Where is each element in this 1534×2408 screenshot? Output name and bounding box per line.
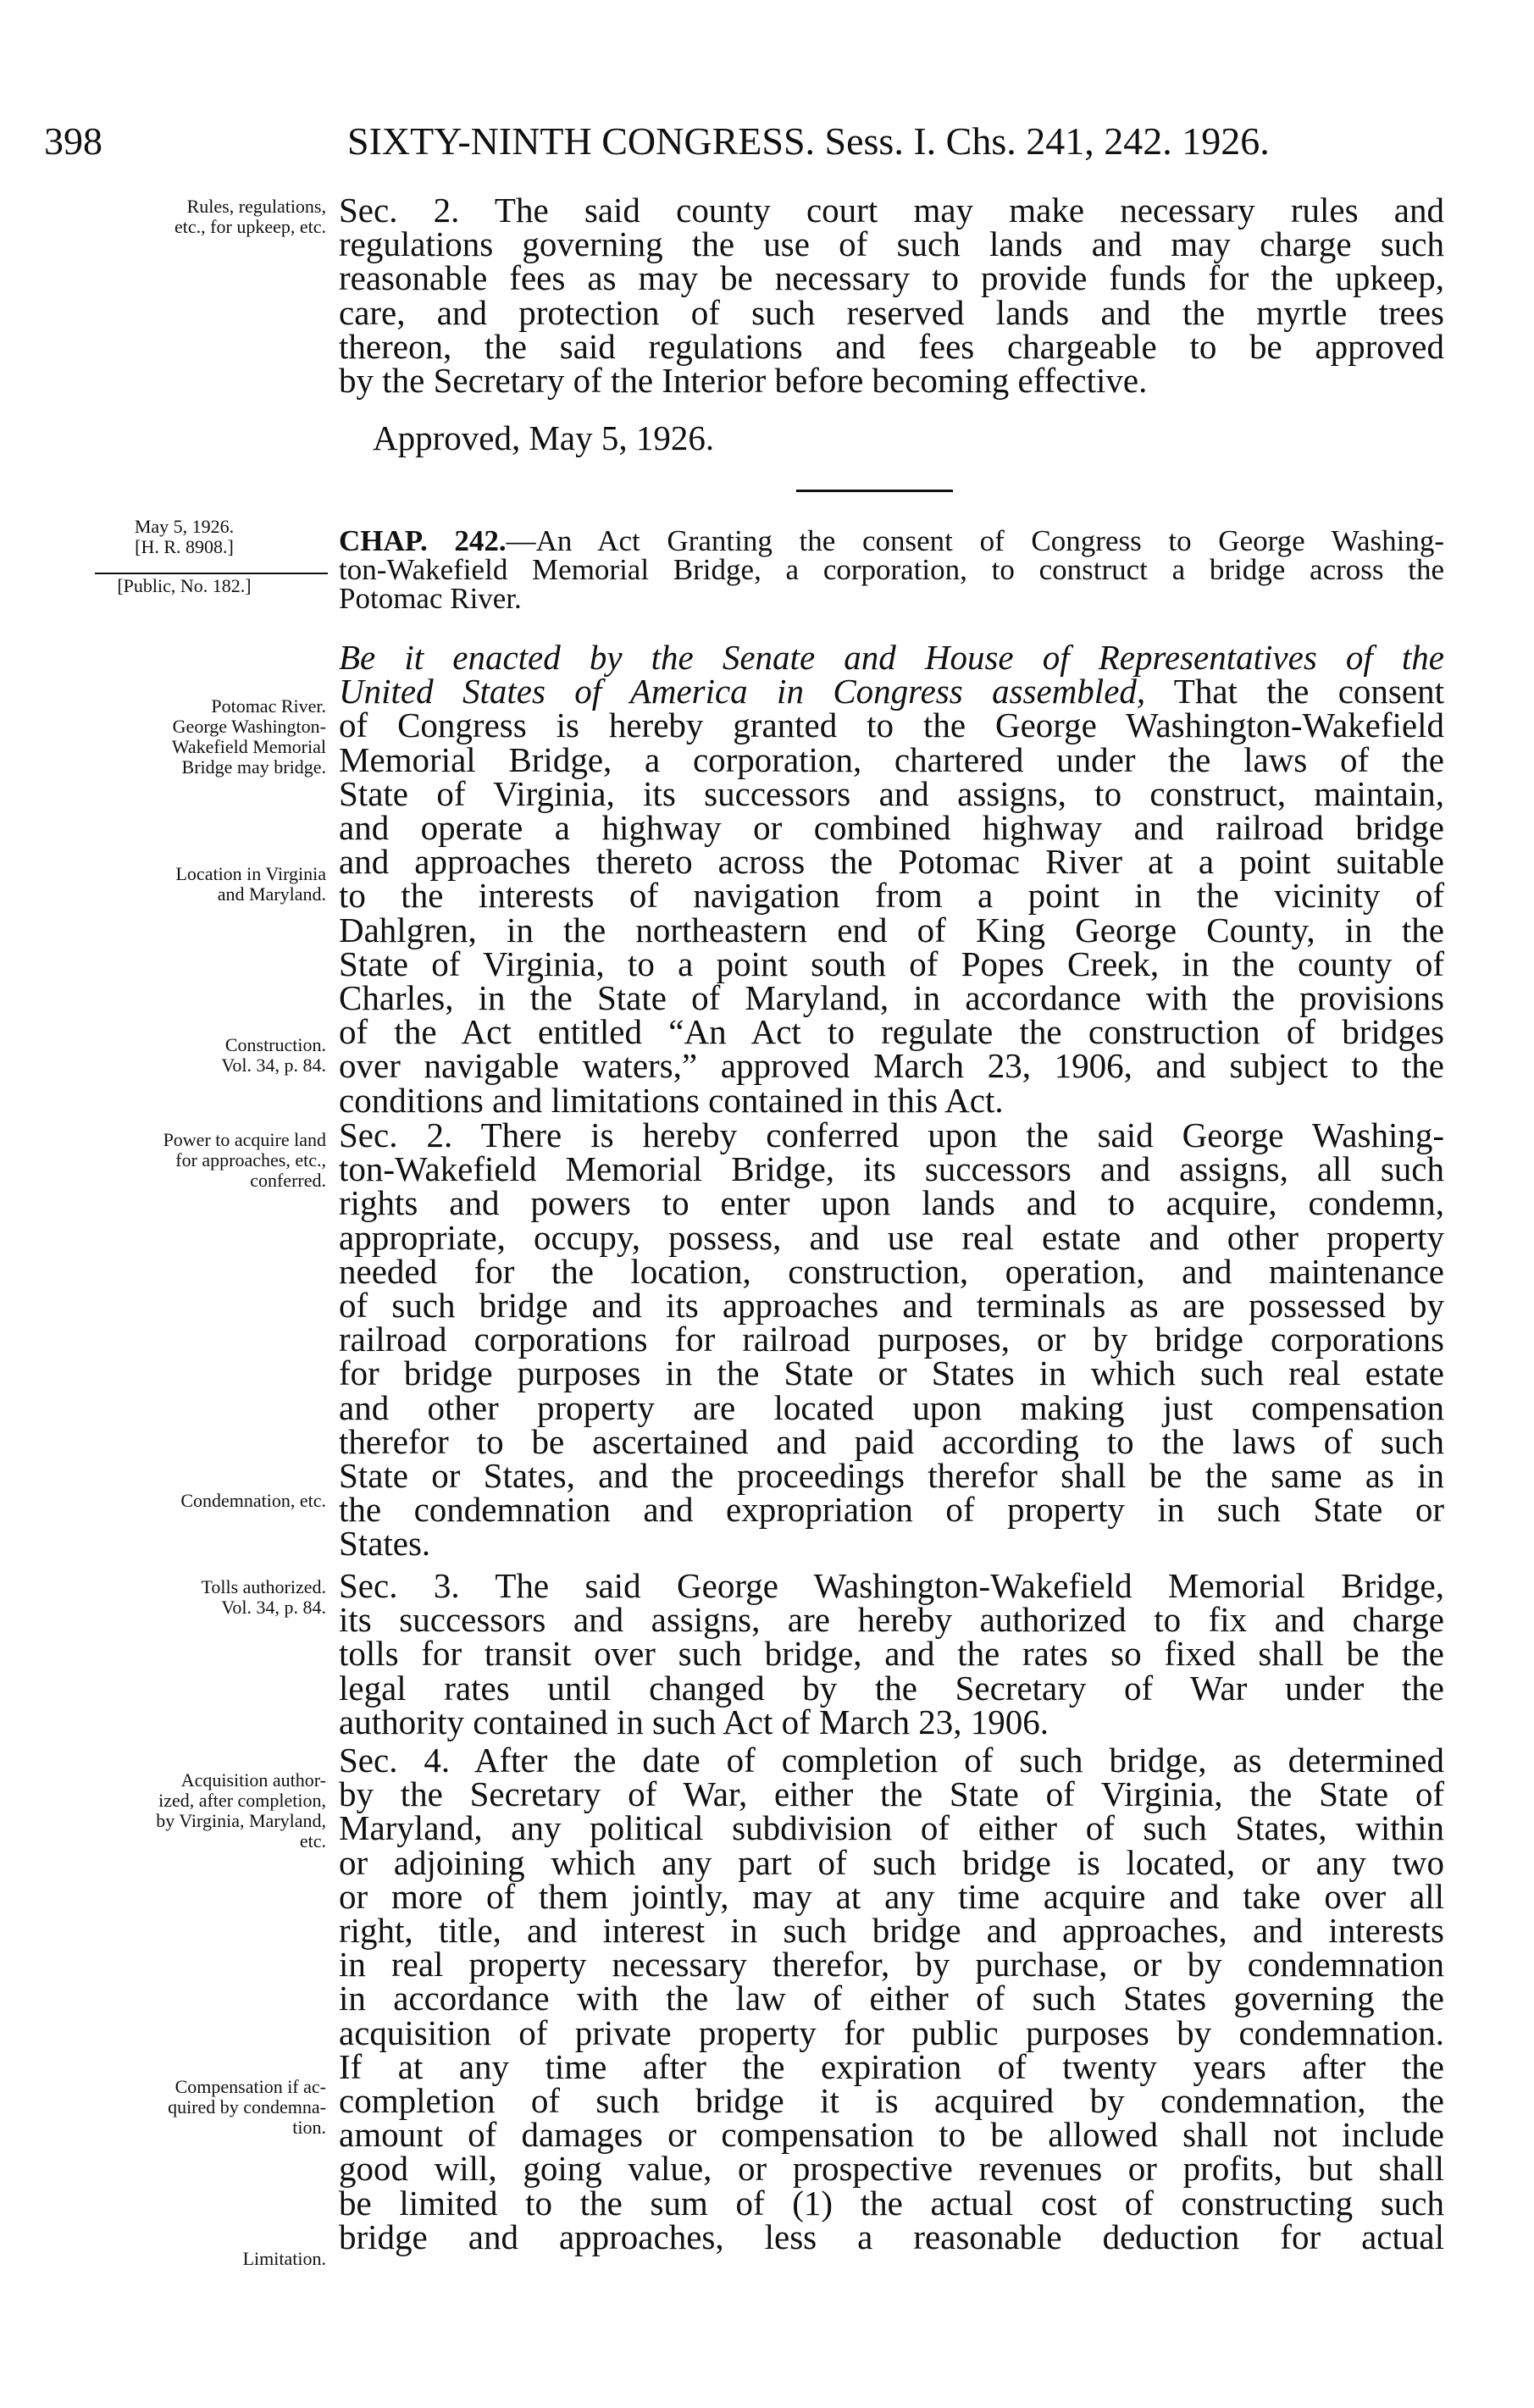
sidenote-line: George Washington-	[172, 716, 326, 737]
sidenote-power	[42, 1130, 326, 1191]
enacting-clause: Be it enacted by the Senate and House of Representatives of the	[339, 638, 1444, 677]
section-2	[339, 1115, 1444, 1564]
chapter-heading	[339, 524, 1444, 615]
text-line: be limited to the sum of (1) the actual cost of constructing such	[339, 2183, 1444, 2223]
text-line: and operate a highway or combined highway and railroad bridge	[339, 808, 1444, 848]
text-line: in accordance with the law of either of such States governing the	[339, 1979, 1444, 2018]
text-line: or more of them jointly, may at any time acquire and take over all	[339, 1876, 1444, 1916]
text-line: rights and powers to enter upon lands and to acquire, condemn,	[339, 1183, 1444, 1223]
text-line: for bridge purposes in the State or States in which such real estate	[339, 1353, 1444, 1393]
page-number: 398	[44, 119, 102, 163]
section-3	[339, 1566, 1444, 1741]
sidenote-line: for approaches, etc.,	[175, 1149, 326, 1171]
text-line: right, title, and interest in such bridge and approaches, and interests	[339, 1911, 1444, 1951]
sidenote-line: [H. R. 8908.]	[135, 536, 234, 557]
text-line: thereon, the said regulations and fees chargeable to be approved	[339, 326, 1444, 366]
text-line: by the Secretary of the Interior before becoming effective.	[339, 361, 1148, 401]
section-upkeep	[339, 191, 1444, 401]
sidenote-line: Location in Virginia	[175, 863, 326, 884]
sidenote-line: conferred.	[250, 1170, 326, 1191]
text-line: or adjoining which any part of such bridge is located, or any two	[339, 1842, 1444, 1882]
text-line: care, and protection of such reserved lands and the myrtle trees	[339, 292, 1444, 332]
sidenote-line: by Virginia, Maryland,	[156, 1810, 326, 1831]
text-line: legal rates until changed by the Secretary of War under the	[339, 1668, 1444, 1708]
sidenote-location	[42, 864, 326, 905]
text-line: Maryland, any political subdivision of either of such States, within	[339, 1808, 1444, 1848]
sidenote-line: Rules, regulations,	[186, 196, 326, 217]
text-line: good will, going value, or prospective revenues or profits, but shall	[339, 2149, 1444, 2189]
text-line: of the Act entitled “An Act to regulate the construction of bridges	[339, 1012, 1444, 1052]
text-line: If at any time after the expiration of twenty years after the	[339, 2046, 1444, 2086]
sidenote-line: Bridge may bridge.	[181, 756, 326, 778]
text-line: ton-Wakefield Memorial Bridge, its successors and assigns, all such	[339, 1149, 1444, 1189]
sidenote-public-no	[42, 576, 326, 596]
chapter-title-line: ton-Wakefield Memorial Bridge, a corporation, to construct a bridge across the	[339, 553, 1444, 586]
sidenote-acquisition	[42, 1770, 326, 1852]
approved-line: Approved, May 5, 1926.	[373, 418, 715, 457]
text-line: the condemnation and expropriation of property in such State or	[339, 1490, 1444, 1530]
section-divider	[796, 490, 953, 492]
text-line: its successors and assigns, are hereby authorized to fix and charge	[339, 1600, 1444, 1640]
sidenote-line: Vol. 34, p. 84.	[221, 1597, 326, 1618]
text-line: regulations governing the use of such lands and may charge such	[339, 224, 1444, 264]
text-line: Charles, in the State of Maryland, in accordance with the provisions	[339, 978, 1444, 1018]
sidenote-line: Vol. 34, p. 84.	[221, 1055, 326, 1076]
sidenote-line: Wakefield Memorial	[171, 736, 326, 757]
chapter-title-text: —An Act Granting the consent of Congress to George Washing-	[506, 524, 1444, 557]
chapter-label: CHAP. 242.	[339, 524, 507, 557]
sidenote-line: May 5, 1926.	[134, 516, 235, 537]
text-line: Sec. 2. The said county court may make necessary rules and	[339, 191, 1444, 230]
text-fragment: That the consent	[1145, 672, 1444, 711]
text-line: completion of such bridge it is acquired by condemnation, the	[339, 2081, 1444, 2121]
text-line: and other property are located upon making just compensation	[339, 1387, 1444, 1427]
section-1	[339, 638, 1444, 1120]
enacting-clause: United States of America in Congress assembled,	[339, 672, 1146, 711]
sidenote-line: Power to acquire land	[163, 1129, 326, 1150]
sidenote-line: Acquisition author-	[180, 1769, 326, 1791]
text-line: of such bridge and its approaches and terminals as are possessed by	[339, 1286, 1444, 1326]
sidenote-construction	[42, 1035, 326, 1076]
text-line: bridge and approaches, less a reasonable deduction for actual	[339, 2217, 1444, 2256]
text-line: to the interests of navigation from a point in the vicinity of	[339, 876, 1444, 916]
text-line: Sec. 2. There is hereby conferred upon the said George Washing-	[339, 1115, 1444, 1154]
chapter-title-line	[339, 524, 1444, 557]
text-line: authority contained in such Act of March 23, 1906.	[339, 1702, 1049, 1741]
enacting-line	[339, 638, 1444, 677]
text-line: States.	[339, 1524, 431, 1564]
text-line: conditions and limitations contained in this Act.	[339, 1080, 1004, 1120]
sidenote-tolls	[42, 1577, 326, 1618]
sidenote-line: [Public, No. 182.]	[117, 575, 252, 596]
running-head: SIXTY-NINTH CONGRESS. Sess. I. Chs. 241, 242. 1926.	[347, 119, 1270, 163]
sidenote-divider	[95, 573, 328, 574]
text-line: over navigable waters,” approved March 23, 1906, and subject to the	[339, 1046, 1444, 1086]
text-line: Sec. 4. After the date of completion of such bridge, as determined	[339, 1741, 1444, 1780]
sidenote-compensation	[42, 2077, 326, 2138]
sidenote-line: Construction.	[224, 1034, 326, 1055]
text-line: by the Secretary of War, either the State of Virginia, the State of	[339, 1774, 1444, 1814]
text-line: therefor to be ascertained and paid according to the laws of such	[339, 1421, 1444, 1461]
enacting-line	[339, 672, 1444, 711]
text-line: amount of damages or compensation to be allowed shall not include	[339, 2115, 1444, 2155]
sidenote-line: Limitation.	[242, 2248, 326, 2269]
text-line: State of Virginia, to a point south of Popes Creek, in the county of	[339, 944, 1444, 983]
sidenote-line: and Maryland.	[217, 883, 326, 905]
text-line: Memorial Bridge, a corporation, chartered under the laws of the	[339, 739, 1444, 779]
sidenote-line: tion.	[292, 2117, 326, 2138]
text-line: in real property necessary therefor, by purchase, or by condemnation	[339, 1945, 1444, 1985]
text-line: railroad corporations for railroad purposes, or by bridge corporations	[339, 1320, 1444, 1359]
sidenote-line: etc., for upkeep, etc.	[174, 216, 326, 237]
sidenote-line: Compensation if ac-	[174, 2076, 326, 2097]
text-line: Dahlgren, in the northeastern end of King George County, in the	[339, 910, 1444, 949]
sidenote-line: etc.	[299, 1830, 326, 1852]
text-line: reasonable fees as may be necessary to provide funds for the upkeep,	[339, 258, 1444, 298]
sidenote-line: Potomac River.	[211, 695, 326, 717]
section-4	[339, 1743, 1444, 2254]
sidenote-line: Condemnation, etc.	[180, 1490, 326, 1511]
sidenote-limitation	[42, 2249, 326, 2269]
sidenote-date	[42, 517, 326, 557]
text-line: appropriate, occupy, possess, and use real estate and other property	[339, 1217, 1444, 1257]
sidenote-potomac	[42, 696, 326, 778]
text-line: and approaches thereto across the Potomac River at a point suitable	[339, 842, 1444, 882]
text-line: needed for the location, construction, operation, and maintenance	[339, 1251, 1444, 1291]
text-line: State of Virginia, its successors and assigns, to construct, maintain,	[339, 773, 1444, 813]
chapter-title-line: Potomac River.	[339, 582, 522, 615]
sidenote-line: quired by condemna-	[168, 2096, 326, 2117]
sidenote-condemnation	[42, 1491, 326, 1511]
sidenote-line: ized, after completion,	[158, 1790, 326, 1811]
text-line: of Congress is hereby granted to the George Washington-Wakefield	[339, 706, 1444, 745]
sidenote-line: Tolls authorized.	[201, 1576, 326, 1597]
text-line: State or States, and the proceedings therefor shall be the same as in	[339, 1456, 1444, 1496]
text-line: tolls for transit over such bridge, and the rates so fixed shall be the	[339, 1634, 1444, 1674]
text-line: acquisition of private property for public purposes by condemnation.	[339, 2012, 1444, 2052]
sidenote-rules	[42, 197, 326, 237]
text-line: Sec. 3. The said George Washington-Wakefield Memorial Bridge,	[339, 1566, 1444, 1605]
